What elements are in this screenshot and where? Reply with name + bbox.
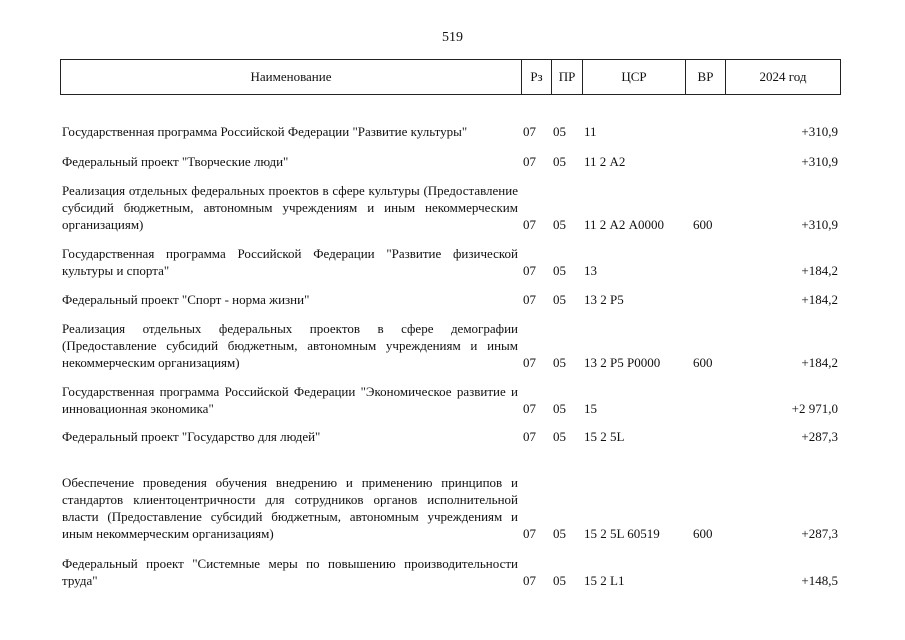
header-pr: ПР (551, 60, 582, 94)
row-pr: 05 (553, 429, 566, 444)
row-vr: 600 (693, 526, 713, 541)
row-pr: 05 (553, 263, 566, 278)
table-row (0, 381, 905, 417)
row-name: Федеральный проект "Творческие люди" (62, 154, 289, 169)
table-row (0, 243, 905, 279)
row-csr: 15 2 L1 (584, 573, 625, 588)
table-row (0, 427, 905, 445)
table-row (0, 553, 905, 589)
row-amount: +148,5 (801, 573, 838, 588)
row-rz: 07 (523, 355, 536, 370)
row-rz: 07 (523, 292, 536, 307)
row-csr: 13 2 Р5 (584, 292, 624, 307)
row-pr: 05 (553, 401, 566, 416)
row-rz: 07 (523, 217, 536, 232)
row-name: Государственная программа Российской Федерации "Экономическое развитие и инновационная экономика" (62, 384, 518, 416)
row-rz: 07 (523, 154, 536, 169)
row-pr: 05 (553, 292, 566, 307)
row-name: Федеральный проект "Спорт - норма жизни" (62, 292, 310, 307)
row-csr: 13 (584, 263, 597, 278)
row-name: Обеспечение проведения обучения внедрению и применению принципов и стандартов клиентоцентричности для сотрудников органов исполнительной власти (Предоставление субсидий бюджетным, автономным учреждениям и иным некоммерческим организациям) (62, 475, 518, 541)
row-name: Государственная программа Российской Федерации "Развитие физической культуры и спорта" (62, 246, 518, 278)
row-csr: 15 (584, 401, 597, 416)
row-rz: 07 (523, 263, 536, 278)
row-rz: 07 (523, 573, 536, 588)
header-year: 2024 год (725, 60, 840, 94)
row-rz: 07 (523, 429, 536, 444)
row-amount: +287,3 (801, 526, 838, 541)
row-name: Федеральный проект "Государство для людей" (62, 429, 321, 444)
row-name: Государственная программа Российской Федерации "Развитие культуры" (62, 124, 468, 139)
table-row (0, 290, 905, 308)
row-pr: 05 (553, 217, 566, 232)
row-name: Федеральный проект "Системные меры по повышению производительности труда" (62, 556, 518, 588)
table-row (0, 319, 905, 371)
row-name: Реализация отдельных федеральных проектов в сфере демографии (Предоставление субсидий бюджетным, автономным учреждениям и иным некоммерческим организациям) (62, 321, 518, 370)
row-pr: 05 (553, 573, 566, 588)
row-pr: 05 (553, 154, 566, 169)
header-name: Наименование (250, 69, 332, 84)
row-amount: +184,2 (801, 292, 838, 307)
row-rz: 07 (523, 124, 536, 139)
table-row (0, 181, 905, 233)
row-csr: 15 2 5L (584, 429, 625, 444)
row-name: Реализация отдельных федеральных проектов в сфере культуры (Предоставление субсидий бюджетным, автономным учреждениям и иным некоммерческим организациям) (62, 183, 518, 232)
page-number: 519 (442, 30, 463, 45)
row-amount: +184,2 (801, 355, 838, 370)
row-csr: 13 2 Р5 Р0000 (584, 355, 661, 370)
row-csr: 11 2 А2 (584, 154, 626, 169)
row-csr: 15 2 5L 60519 (584, 526, 660, 541)
header-csr: ЦСР (582, 60, 685, 94)
row-rz: 07 (523, 526, 536, 541)
table-header (60, 59, 841, 95)
row-amount: +287,3 (801, 429, 838, 444)
table-row (0, 104, 905, 140)
row-pr: 05 (553, 355, 566, 370)
table-row (0, 152, 905, 170)
row-amount: +310,9 (801, 154, 838, 169)
row-vr: 600 (693, 355, 713, 370)
row-csr: 11 (584, 124, 597, 139)
row-rz: 07 (523, 401, 536, 416)
row-amount: +310,9 (801, 124, 838, 139)
row-amount: +310,9 (801, 217, 838, 232)
row-amount: +184,2 (801, 263, 838, 278)
row-csr: 11 2 А2 А0000 (584, 217, 665, 232)
header-rz: Рз (521, 60, 551, 94)
row-pr: 05 (553, 124, 566, 139)
table-row (0, 456, 905, 542)
row-pr: 05 (553, 526, 566, 541)
header-vr: ВР (685, 60, 725, 94)
row-vr: 600 (693, 217, 713, 232)
row-amount: +2 971,0 (791, 401, 838, 416)
